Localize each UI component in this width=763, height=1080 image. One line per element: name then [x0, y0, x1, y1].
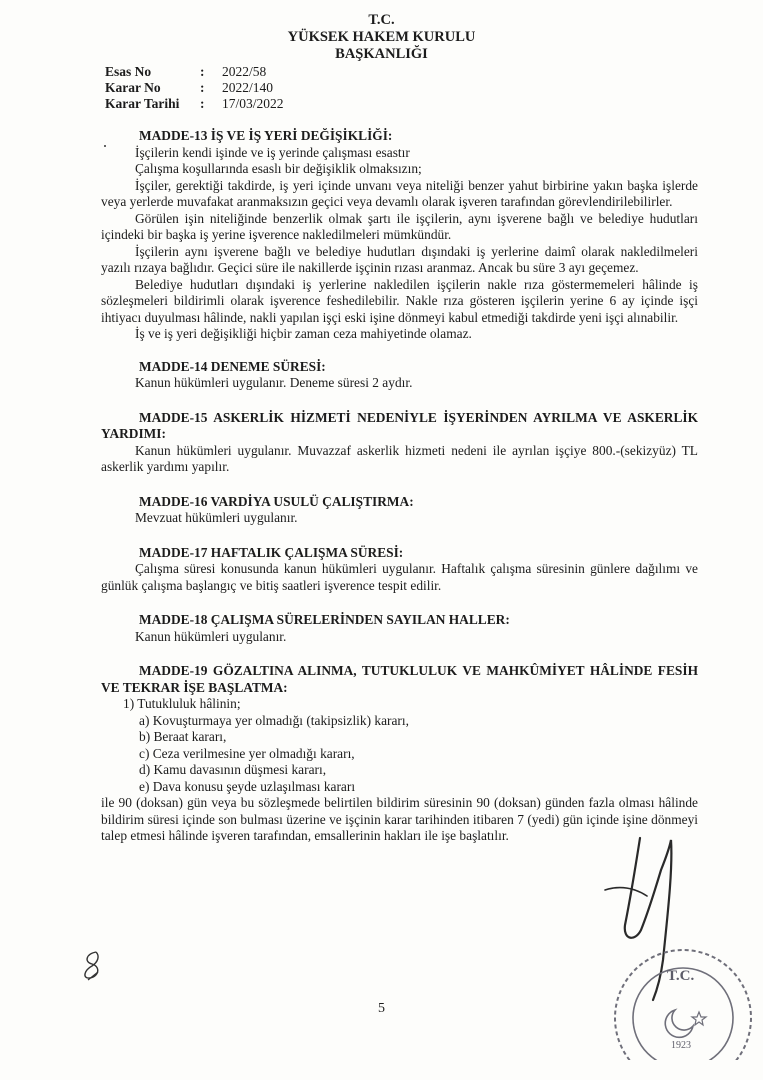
page-number: 5: [378, 1001, 385, 1016]
official-seal: [603, 940, 753, 1060]
article-19-title: MADDE-19 GÖZALTINA ALINMA, TUTUKLULUK VE MAHKÛMİYET HÂLİNDE FESİH VE TEKRAR İŞE BAŞLATMA:: [101, 663, 698, 695]
article-13-paragraph-1: İşçiler, gerektiği takdirde, iş yeri içinde unvanı veya niteliği benzer yahut birbirine yakın başka işlerde veya yerlerde muvafakat aranmaksızın geçici veya devamlı olarak işveren tarafından görevlendirilebilirler.: [101, 177, 698, 209]
article-18-title: MADDE-18 ÇALIŞMA SÜRELERİNDEN SAYILAN HALLER:: [139, 612, 510, 627]
article-13-line-1: İşçilerin kendi işinde ve iş yerinde çalışması esastır: [135, 144, 410, 160]
article-16-title: MADDE-16 VARDİYA USULÜ ÇALIŞTIRMA:: [139, 493, 414, 509]
article-18-text: Kanun hükümleri uygulanır.: [135, 628, 287, 644]
article-14-title: MADDE-14 DENEME SÜRESİ:: [139, 358, 326, 374]
article-13-paragraph-4: Belediye hudutları dışındaki iş yerlerine nakledilen işçilerin nakle rıza göstermemeleri hâlinde iş sözleşmeleri bildirimli olarak işverence feshedilebilir. Nakle rıza gösteren işçilerin yerine 6 ay içinde işçi ihtiyacı duyulması hâlinde, nakli yapılan işçi eski işine dönmeyi kabul etmediği takdirde yeni işçi alınabilir.: [101, 276, 698, 325]
seal-text: T.C.: [667, 968, 695, 984]
list-item: d) Kamu davasının düşmesi kararı,: [139, 762, 327, 777]
meta-key: Esas No: [105, 64, 152, 79]
meta-row-tarih: Karar Tarihi : 17/03/2022: [105, 96, 284, 111]
list-item: e) Dava konusu şeyde uzlaşılması kararı: [139, 778, 356, 794]
meta-key: Karar Tarihi: [105, 96, 180, 111]
article-16-text: Mevzuat hükümleri uygulanır.: [135, 510, 298, 525]
article-13-paragraph-5: İş ve iş yeri değişikliği hiçbir zaman ceza mahiyetinde olamaz.: [135, 326, 472, 341]
article-17-text: Çalışma süresi konusunda kanun hükümleri uygulanır. Haftalık çalışma süresinin günlere dağılımı ve günlük çalışma başlangıç ve bitiş saatleri işverence tespit edilir.: [101, 561, 698, 593]
list-item: c) Ceza verilmesine yer olmadığı kararı,: [139, 745, 355, 761]
meta-value: 2022/140: [222, 80, 274, 95]
article-19-item-1: 1) Tutukluluk hâlinin;: [123, 696, 241, 711]
seal-year: 1923: [671, 1040, 691, 1051]
meta-value: 2022/58: [222, 64, 267, 79]
article-13-line-2: Çalışma koşullarında esaslı bir değişiklik olmaksızın;: [135, 161, 422, 176]
article-19-closing: ile 90 (doksan) gün veya bu sözleşmede belirtilen bildirim süresinin 90 (doksan) günden fazla olması hâlinde bildirim süresi içinde son bulması üzerine ve işçinin karar tarihinden itibaren 7 (yedi) gün içinde işine dönmeyi talep etmesi hâlinde işveren tarafından, emsallerinin hakları ile işe başlatılır.: [101, 795, 698, 843]
article-15-title: MADDE-15 ASKERLİK HİZMETİ NEDENİYLE İŞYERİNDEN AYRILMA VE ASKERLİK YARDIMI:: [101, 409, 698, 441]
article-14-text: Kanun hükümleri uygulanır. Deneme süresi 2 aydır.: [135, 375, 413, 390]
document-body: [101, 128, 698, 845]
meta-row-esas: Esas No : 2022/58: [105, 64, 267, 79]
header-line-presidency: BAŞKANLIĞI: [335, 46, 428, 62]
article-13-title: MADDE-13 İŞ VE İŞ YERİ DEĞİŞİKLİĞİ:: [139, 128, 393, 143]
list-item: b) Beraat kararı,: [139, 729, 227, 744]
article-13-paragraph-3: İşçilerin aynı işverene bağlı ve belediye hudutları dışındaki iş yerlerine daimî olarak nakledilmeleri yazılı rızaya bağlıdır. Geçici süre ile nakillerde işçinin rızası aranmaz. Ancak bu süre 3 ayı geçemez.: [101, 243, 698, 275]
document-header: [0, 12, 763, 63]
header-line-tc: T.C.: [368, 12, 395, 28]
handwritten-initial: [78, 948, 108, 984]
article-15-text: Kanun hükümleri uygulanır. Muvazzaf askerlik hizmeti nedeni ile ayrılan işçiye 800.-(sekizyüz) TL askerlik yardımı yapılır.: [101, 442, 698, 474]
article-13-paragraph-2: Görülen işin niteliğinde benzerlik olmak şartı ile işçilerin, aynı işverene bağlı ve belediye hudutları içindeki bir başka iş yerine işverence nakledilmeleri mümkündür.: [101, 210, 698, 242]
article-17-title: MADDE-17 HAFTALIK ÇALIŞMA SÜRESİ:: [139, 544, 404, 560]
meta-key: Karar No: [105, 80, 161, 95]
meta-row-karar: Karar No : 2022/140: [105, 80, 274, 95]
case-metadata: [105, 64, 284, 112]
header-line-institution: YÜKSEK HAKEM KURULU: [287, 29, 476, 45]
meta-value: 17/03/2022: [222, 96, 284, 111]
list-item: a) Kovuşturmaya yer olmadığı (takipsizlik) kararı,: [139, 712, 409, 728]
